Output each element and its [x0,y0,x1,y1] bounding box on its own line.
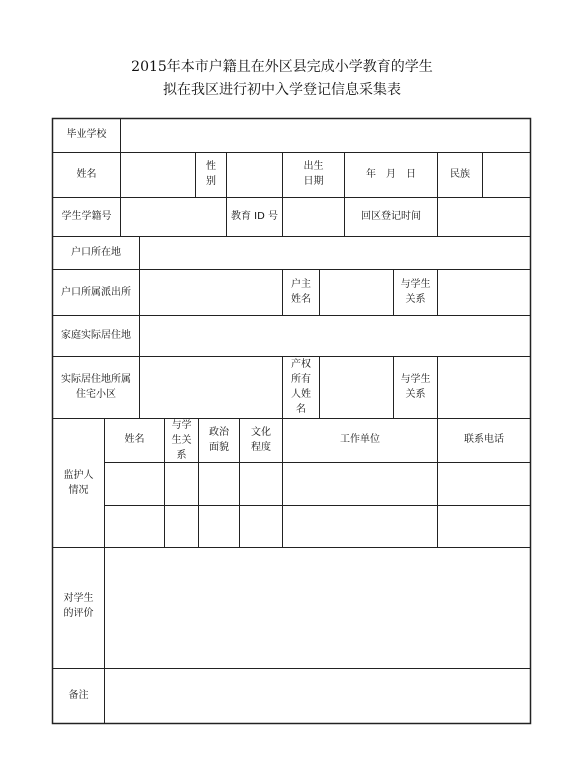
label-return-reg-time: 回区登记时间 [361,211,421,222]
label-date-format: 年 月 日 [366,169,416,180]
form-title-line1: 2015年本市户籍且在外区县完成小学教育的学生 [131,59,433,75]
label-name: 姓名 [76,169,97,180]
label-guardian-workplace: 工作单位 [340,434,380,445]
label-student-id: 学生学籍号 [61,211,112,222]
label-householder-name: 户主 姓名 [291,279,311,305]
label-ethnicity: 民族 [450,169,470,180]
label-property-owner-name: 产权 所有 人姓 名 [291,359,311,415]
label-guardian-education: 文化 程度 [251,427,271,453]
label-police-station: 户口所属派出所 [61,287,131,298]
label-residence-community: 实际居住地所属 住宅小区 [61,374,131,400]
label-guardian-political: 政治 面貌 [209,427,229,453]
label-guardian-name: 姓名 [124,434,145,445]
label-guardian-relation: 与学 生关 系 [171,420,192,461]
label-guardian-phone: 联系电话 [464,434,504,445]
label-education-id: 教育 ID 号 [230,211,278,222]
label-evaluation: 对学生 的评价 [63,593,94,619]
label-remarks: 备注 [68,690,89,701]
label-guardian-info: 监护人 情况 [63,470,94,496]
label-gender: 性 别 [206,161,216,187]
label-birth-date: 出生 日期 [303,161,324,187]
label-graduate-school: 毕业学校 [66,129,107,140]
label-relation-to-student-2: 与学生 关系 [400,374,431,400]
label-hukou-location: 户口所在地 [71,247,121,258]
label-actual-residence: 家庭实际居住地 [61,330,131,341]
label-relation-to-student: 与学生 关系 [400,279,431,305]
form-title-line2: 拟在我区进行初中入学登记信息采集表 [163,82,401,98]
